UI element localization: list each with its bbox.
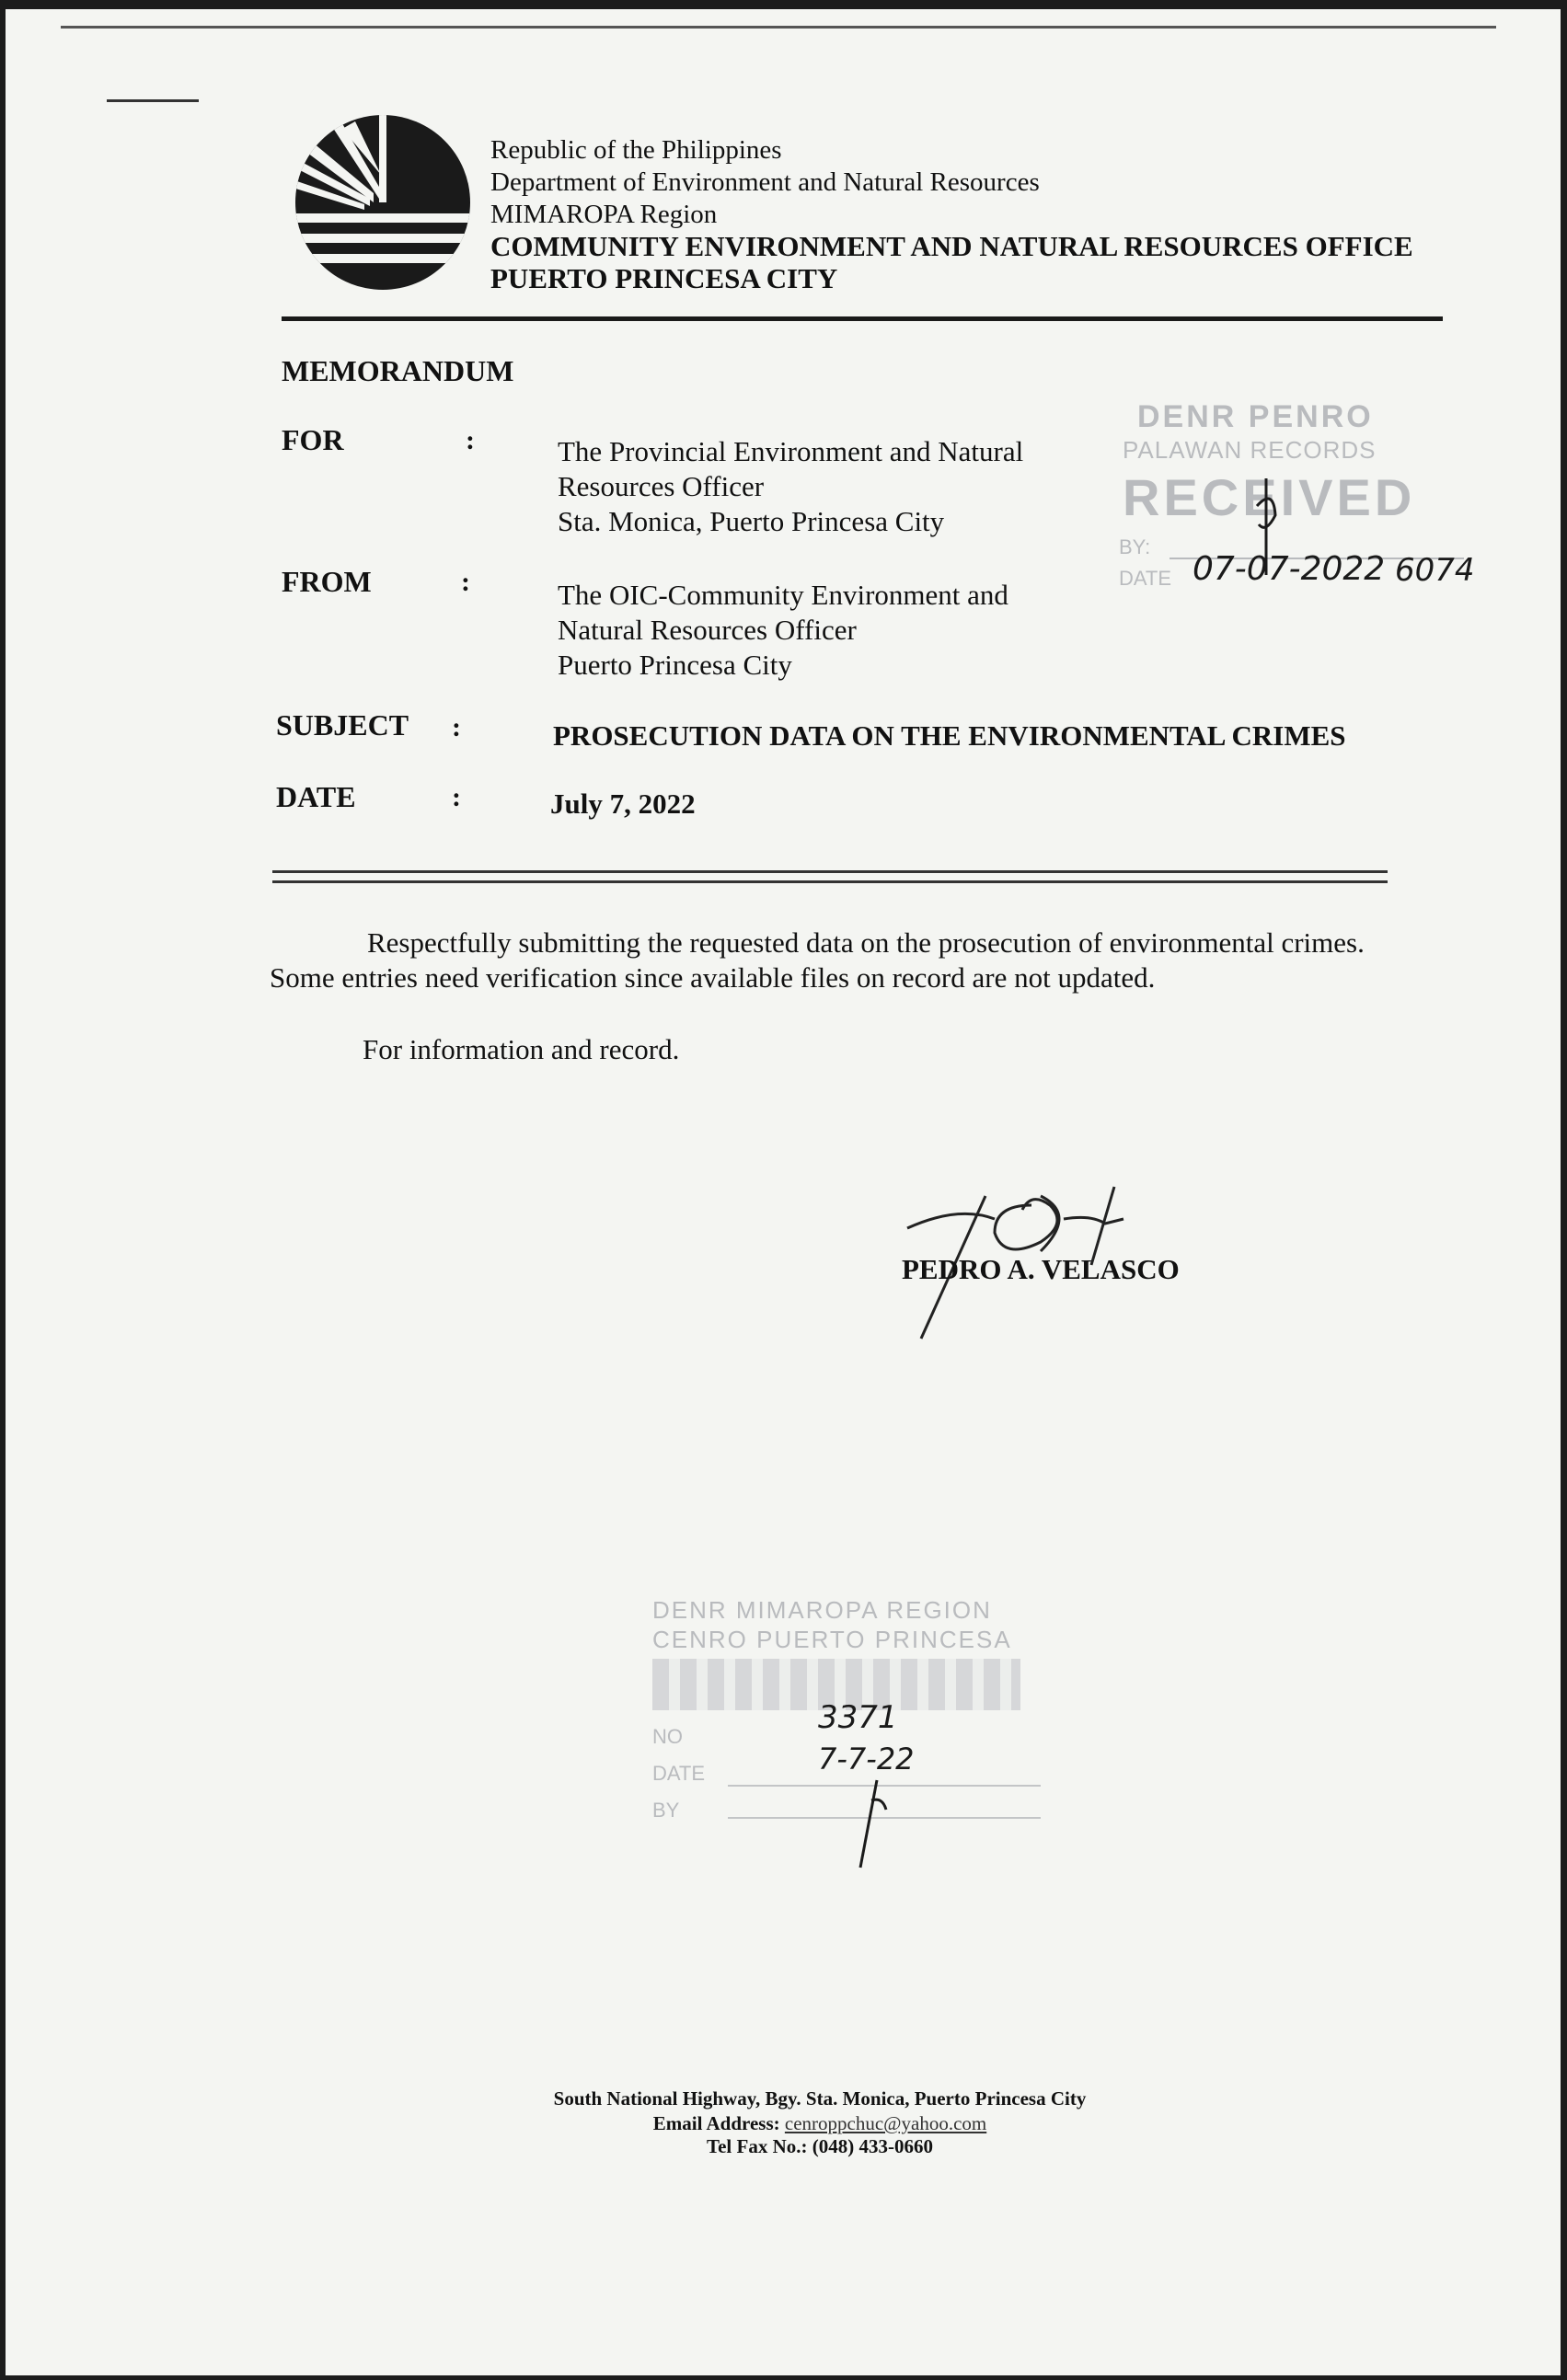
memo-page	[6, 9, 1561, 2375]
letterhead-department: Department of Environment and Natural Resources	[490, 167, 1040, 197]
footer-address: South National Highway, Bgy. Sta. Monica, Puerto Princesa City	[553, 2087, 1087, 2110]
received-stamp-date-hand: 07-07-2022	[1193, 550, 1386, 588]
denr-seal-icon	[291, 110, 475, 294]
records-stamp-no-label: NO	[652, 1725, 683, 1748]
footer-telfax: Tel Fax No.: (048) 433-0660	[707, 2135, 933, 2157]
date-colon: :	[452, 782, 461, 812]
letterhead-city: PUERTO PRINCESA CITY	[490, 262, 838, 294]
date-value: July 7, 2022	[550, 788, 696, 820]
from-line-3: Puerto Princesa City	[558, 649, 792, 681]
records-stamp-line-2: CENRO PUERTO PRINCESA	[652, 1626, 1012, 1653]
from-colon: :	[461, 567, 470, 597]
letterhead-rule	[282, 316, 1443, 321]
body-paragraph-line-2: Some entries need verification since available files on record are not updated.	[270, 961, 1156, 994]
subject-colon: :	[452, 712, 461, 742]
header-double-rule	[272, 870, 1388, 883]
letterhead-region: MIMAROPA Region	[490, 200, 718, 229]
for-label: FOR	[282, 423, 344, 456]
margin-mark	[107, 99, 199, 102]
received-stamp	[1119, 396, 1475, 616]
from-line-2: Natural Resources Officer	[558, 614, 857, 646]
body-paragraph-line-1: Respectfully submitting the requested data on the prosecution of environmental crimes.	[367, 926, 1365, 959]
received-stamp-date-label: DATE	[1119, 567, 1172, 590]
footer-email-line	[282, 2111, 1358, 2136]
for-line-2: Resources Officer	[558, 470, 765, 502]
records-stamp-date-label: DATE	[652, 1762, 706, 1785]
records-stamp-by-label: BY	[652, 1799, 680, 1822]
subject-value: PROSECUTION DATA ON THE ENVIRONMENTAL CRIMES	[553, 719, 1346, 752]
received-stamp-number-hand: 6074	[1395, 552, 1475, 589]
footer-email-link[interactable]: cenroppchuc@yahoo.com	[784, 2112, 987, 2134]
received-stamp-initial-mark	[1248, 478, 1285, 580]
letterhead-office: COMMUNITY ENVIRONMENT AND NATURAL RESOURCES OFFICE	[490, 230, 1413, 262]
memo-title: MEMORANDUM	[282, 354, 514, 387]
footer-email-label: Email Address:	[652, 2112, 780, 2134]
records-stamp-initial-mark	[855, 1780, 892, 1872]
from-line-1: The OIC-Community Environment and	[558, 579, 1008, 611]
signatory-name: PEDRO A. VELASCO	[902, 1253, 1180, 1285]
received-stamp-by-label: BY:	[1119, 535, 1151, 558]
body-paragraph-2: For information and record.	[363, 1033, 680, 1065]
for-line-3: Sta. Monica, Puerto Princesa City	[558, 505, 945, 537]
records-stamp-no-hand: 3371	[818, 1699, 898, 1736]
received-stamp-line-2: PALAWAN RECORDS	[1123, 436, 1377, 464]
date-label: DATE	[276, 780, 356, 813]
letterhead-republic: Republic of the Philippines	[490, 135, 782, 165]
records-stamp-line-1: DENR MIMAROPA REGION	[652, 1596, 992, 1624]
received-stamp-line-3: RECEIVED	[1123, 468, 1416, 526]
received-stamp-line-1: DENR PENRO	[1137, 399, 1374, 434]
for-line-1: The Provincial Environment and Natural	[558, 435, 1024, 467]
records-stamp-date-hand: 7-7-22	[818, 1742, 915, 1776]
records-stamp	[645, 1587, 1068, 1863]
for-colon: :	[466, 425, 475, 455]
from-label: FROM	[282, 565, 372, 598]
subject-label: SUBJECT	[276, 708, 409, 742]
top-border-line	[61, 26, 1496, 29]
